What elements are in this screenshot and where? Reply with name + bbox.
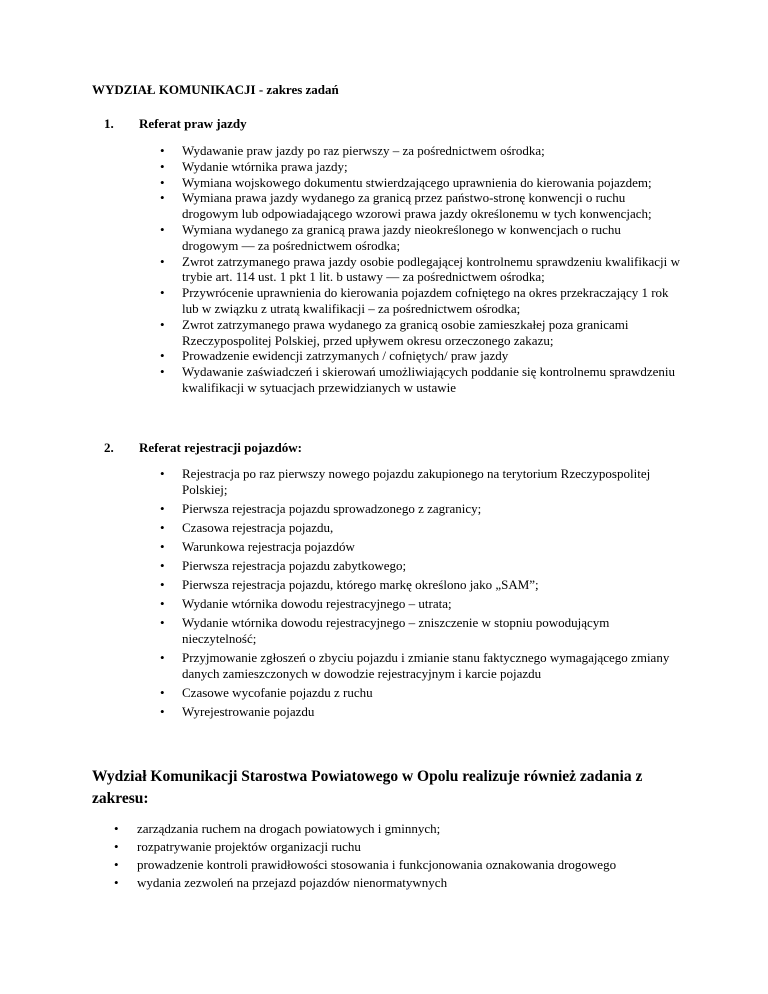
list-item: • rozpatrywanie projektów organizacji ruchu [114, 838, 714, 856]
list-item: • wydania zezwoleń na przejazd pojazdów nienormatywnych [114, 874, 714, 892]
list-item: • Wydanie wtórnika dowodu rejestracyjnego – zniszczenie w stopniu powodującym nieczytelność; [160, 615, 680, 647]
section-heading-vehicle-registration [104, 440, 302, 456]
list-item: • Wydawanie praw jazdy po raz pierwszy – za pośrednictwem ośrodka; [160, 143, 680, 159]
list-item: • Zwrot zatrzymanego prawa jazdy osobie podlegającej kontrolnemu sprawdzeniu kwalifikacji w trybie art. 114 ust. 1 pkt 1 lit. b ustawy — za pośrednictwem ośrodka; [160, 254, 680, 286]
list-item: • Przywrócenie uprawnienia do kierowania pojazdem cofniętego na okres przekraczający 1 rok lub w związku z utratą kwalifikacji – za pośrednictwem ośrodka; [160, 285, 680, 317]
list-item: • zarządzania ruchem na drogach powiatowych i gminnych; [114, 820, 714, 838]
list-item: • Wymiana wydanego za granicą prawa jazdy nieokreślonego w konwencjach o ruchu drogowym — za pośrednictwem ośrodka; [160, 222, 680, 254]
driving-licence-task-list [160, 143, 680, 396]
list-item: • Pierwsza rejestracja pojazdu, którego markę określono jako „SAM”; [160, 577, 680, 593]
section-number: 2. [104, 440, 114, 455]
section-title: Referat praw jazdy [139, 116, 247, 131]
additional-tasks-list [114, 820, 714, 892]
list-item: • Rejestracja po raz pierwszy nowego pojazdu zakupionego na terytorium Rzeczypospolitej Polskiej; [160, 466, 680, 498]
list-item: • prowadzenie kontroli prawidłowości stosowania i funkcjonowania oznakowania drogowego [114, 856, 714, 874]
list-item: • Wydanie wtórnika prawa jazdy; [160, 159, 680, 175]
list-item: • Wydanie wtórnika dowodu rejestracyjnego – utrata; [160, 596, 680, 612]
section-heading-driving-licences [104, 116, 247, 132]
list-item: • Prowadzenie ewidencji zatrzymanych / cofniętych/ praw jazdy [160, 348, 680, 364]
document-title: WYDZIAŁ KOMUNIKACJI - zakres zadań [92, 82, 339, 97]
list-item: • Czasowe wycofanie pojazdu z ruchu [160, 685, 680, 701]
list-item: • Wyrejestrowanie pojazdu [160, 704, 680, 720]
list-item: • Pierwsza rejestracja pojazdu sprowadzonego z zagranicy; [160, 501, 680, 517]
list-item: • Wymiana prawa jazdy wydanego za granicą przez państwo-stronę konwencji o ruchu drogowym lub odpowiadającego wzorowi prawa jazdy określonemu w tych konwencjach; [160, 190, 680, 222]
list-item: • Warunkowa rejestracja pojazdów [160, 539, 680, 555]
list-item: • Zwrot zatrzymanego prawa wydanego za granicą osobie zamieszkałej poza granicami Rzeczypospolitej Polskiej, przed upływem okresu orzeczonego zakazu; [160, 317, 680, 349]
list-item: • Wydawanie zaświadczeń i skierowań umożliwiających poddanie się kontrolnemu sprawdzeniu kwalifikacji w sytuacjach przewidzianych w ustawie [160, 364, 680, 396]
list-item: • Czasowa rejestracja pojazdu, [160, 520, 680, 536]
section-title: Referat rejestracji pojazdów: [139, 440, 302, 455]
summary-heading: Wydział Komunikacji Starostwa Powiatowego w Opolu realizuje również zadania z zakresu: [92, 768, 643, 807]
list-item: • Przyjmowanie zgłoszeń o zbyciu pojazdu i zmianie stanu faktycznego wymagającego zmiany danych zamieszczonych w dowodzie rejestracyjnym i karcie pojazdu [160, 650, 680, 682]
list-item: • Pierwsza rejestracja pojazdu zabytkowego; [160, 558, 680, 574]
vehicle-registration-task-list [160, 466, 680, 723]
section-number: 1. [104, 116, 114, 131]
list-item: • Wymiana wojskowego dokumentu stwierdzającego uprawnienia do kierowania pojazdem; [160, 175, 680, 191]
